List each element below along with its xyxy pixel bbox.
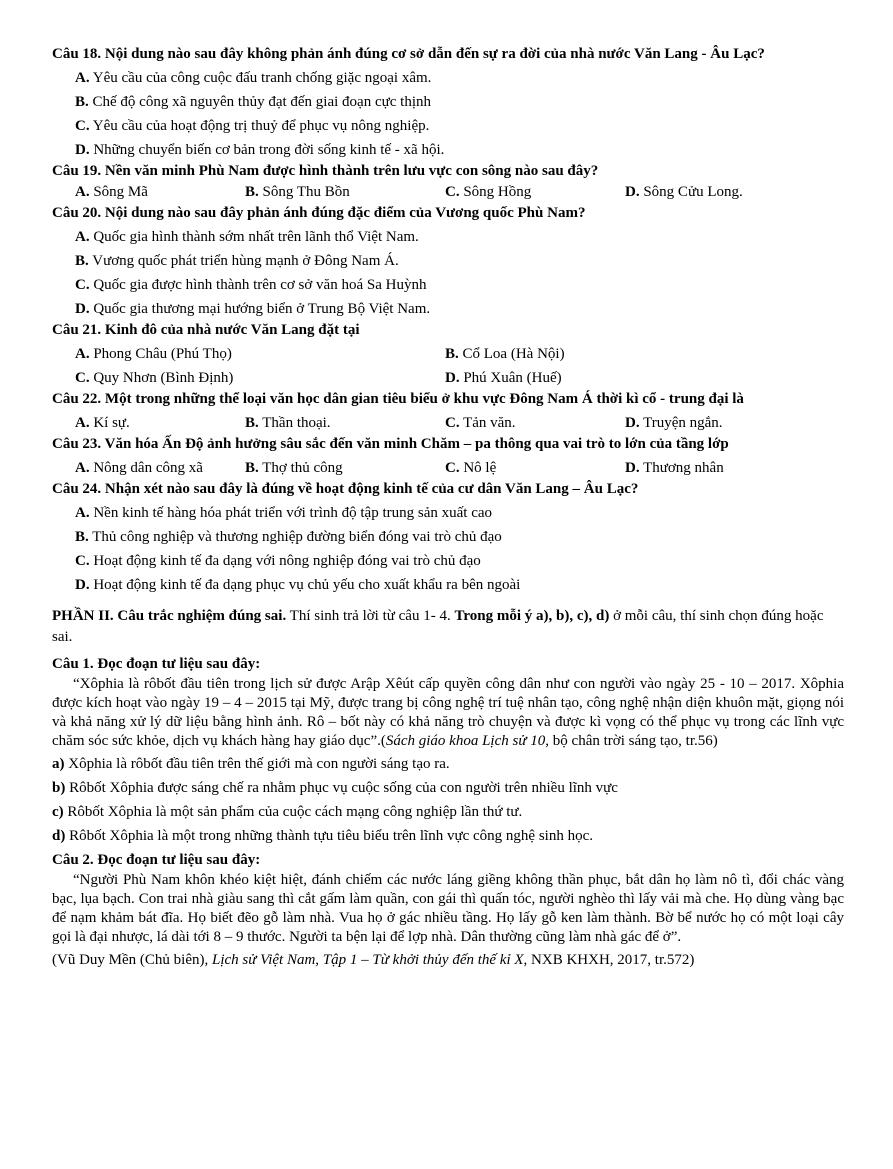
tf-question-1-title: Câu 1. Đọc đoạn tư liệu sau đây: (52, 656, 261, 672)
question-21-option-d[interactable] (445, 368, 562, 389)
option-text: Vương quốc phát triển hùng mạnh ở Đông Nam Á. (88, 253, 399, 269)
option-letter: C. (445, 415, 460, 431)
option-letter: D. (625, 415, 640, 431)
question-23-title: Câu 23. Văn hóa Ấn Độ ảnh hưởng sâu sắc đến văn minh Chăm – pa thông qua vai trò to lớn của tầng lớp (52, 436, 729, 452)
option-text: Sông Hồng (459, 184, 532, 200)
question-24-option-a[interactable] (75, 503, 844, 524)
question-22-option-d[interactable] (625, 413, 723, 434)
option-letter: B. (75, 529, 89, 545)
option-letter: B. (245, 184, 259, 200)
question-23-option-b[interactable] (245, 458, 445, 479)
option-text: Kí sự. (89, 415, 130, 431)
option-text: Sông Mã (89, 184, 148, 200)
tf-question-1-statement-c[interactable] (52, 802, 844, 823)
tf-question-1-statement-b[interactable] (52, 778, 844, 799)
option-text: Thủ công nghiệp và thương nghiệp đường biển đóng vai trò chủ đạo (88, 529, 502, 545)
option-letter: B. (75, 94, 89, 110)
question-21-options-row-2 (75, 368, 844, 389)
part-2-instructions (52, 606, 844, 648)
option-letter: C. (75, 118, 90, 134)
statement-letter: c) (52, 804, 64, 820)
option-text: Hoạt động kinh tế đa dạng với nông nghiệp đóng vai trò chủ đạo (89, 553, 481, 569)
option-text: Nô lệ (459, 460, 497, 476)
option-text: Nền kinh tế hàng hóa phát triển với trình độ tập trung sản xuất cao (89, 505, 493, 521)
question-18-title: Câu 18. Nội dung nào sau đây không phản ánh đúng cơ sở dẫn đến sự ra đời của nhà nước Văn Lang - Âu Lạc? (52, 46, 765, 62)
question-19-option-a[interactable] (75, 182, 245, 203)
question-22-options (75, 413, 844, 434)
option-text: Chế độ công xã nguyên thủy đạt đến giai đoạn cực thịnh (88, 94, 431, 110)
option-letter: C. (445, 184, 460, 200)
question-18-option-d[interactable] (75, 140, 844, 161)
part-2-instr-1: Thí sinh trả lời từ câu 1- 4. (286, 608, 455, 624)
tf-question-1-passage (52, 675, 844, 751)
option-letter: B. (75, 253, 89, 269)
option-text: Sông Cửu Long. (639, 184, 743, 200)
tf-question-2-source (52, 950, 844, 971)
option-letter: D. (625, 460, 640, 476)
option-text: Truyện ngắn. (639, 415, 723, 431)
question-21-option-b[interactable] (445, 344, 565, 365)
question-24-option-b[interactable] (75, 527, 844, 548)
option-text: Yêu cầu của hoạt động trị thuỷ để phục vụ nông nghiệp. (89, 118, 430, 134)
question-20-option-b[interactable] (75, 251, 844, 272)
option-text: Phong Châu (Phú Thọ) (89, 346, 232, 362)
question-19-option-d[interactable] (625, 182, 743, 203)
passage-source-title: Sách giáo khoa Lịch sử 10 (385, 733, 546, 749)
tf-question-1-statement-d[interactable] (52, 826, 844, 847)
option-letter: B. (445, 346, 459, 362)
statement-text: Rôbốt Xôphia là một trong những thành tựu tiêu biểu trên lĩnh vực công nghệ sinh học. (65, 828, 593, 844)
option-letter: A. (75, 70, 90, 86)
question-23-option-a[interactable] (75, 458, 245, 479)
question-21-title: Câu 21. Kinh đô của nhà nước Văn Lang đặt tại (52, 322, 360, 338)
option-text: Cổ Loa (Hà Nội) (458, 346, 565, 362)
option-text: Hoạt động kinh tế đa dạng phục vụ chủ yếu cho xuất khẩu ra bên ngoài (89, 577, 521, 593)
option-letter: B. (245, 415, 259, 431)
option-letter: C. (75, 553, 90, 569)
option-text: Những chuyển biến cơ bản trong đời sống kinh tế - xã hội. (89, 142, 445, 158)
tf-question-2-title: Câu 2. Đọc đoạn tư liệu sau đây: (52, 852, 261, 868)
option-text: Tản văn. (459, 415, 516, 431)
option-text: Yêu cầu của công cuộc đấu tranh chống giặc ngoại xâm. (89, 70, 432, 86)
statement-text: Rôbốt Xôphia được sáng chế ra nhằm phục vụ cuộc sống của con người trên nhiều lĩnh vực (65, 780, 618, 796)
option-letter: A. (75, 505, 90, 521)
question-20-option-a[interactable] (75, 227, 844, 248)
option-text: Quốc gia được hình thành trên cơ sở văn hoá Sa Huỳnh (89, 277, 427, 293)
option-letter: C. (75, 277, 90, 293)
source-title: Lịch sử Việt Nam, Tập 1 – Từ khởi thủy đến thế kỉ X (211, 952, 524, 968)
question-20-option-c[interactable] (75, 275, 844, 296)
question-23-option-d[interactable] (625, 458, 724, 479)
option-letter: A. (75, 184, 90, 200)
question-24-title: Câu 24. Nhận xét nào sau đây là đúng về hoạt động kinh tế của cư dân Văn Lang – Âu Lạc? (52, 481, 639, 497)
question-23-option-c[interactable] (445, 458, 625, 479)
option-letter: A. (75, 415, 90, 431)
statement-text: Rôbốt Xôphia là một sản phẩm của cuộc cách mạng công nghiệp lần thứ tư. (63, 804, 523, 820)
question-19-option-c[interactable] (445, 182, 625, 203)
option-letter: C. (445, 460, 460, 476)
question-22-title: Câu 22. Một trong những thể loại văn học dân gian tiêu biểu ở khu vực Đông Nam Á thời kì cổ - trung đại là (52, 391, 744, 407)
passage-source-rest: , bộ chân trời sáng tạo, tr.56) (545, 733, 718, 749)
question-18-option-b[interactable] (75, 92, 844, 113)
statement-letter: a) (52, 756, 65, 772)
question-24-option-c[interactable] (75, 551, 844, 572)
option-letter: D. (75, 142, 90, 158)
option-letter: D. (75, 577, 90, 593)
option-text: Quy Nhơn (Bình Định) (89, 370, 234, 386)
option-text: Quốc gia hình thành sớm nhất trên lãnh thổ Việt Nam. (89, 229, 419, 245)
question-22-option-b[interactable] (245, 413, 445, 434)
option-letter: B. (245, 460, 259, 476)
option-letter: D. (625, 184, 640, 200)
source-rest: , NXB KHXH, 2017, tr.572) (523, 952, 695, 968)
option-text: Thợ thủ công (258, 460, 343, 476)
option-letter: D. (445, 370, 460, 386)
question-19-title: Câu 19. Nền văn minh Phù Nam được hình thành trên lưu vực con sông nào sau đây? (52, 163, 599, 179)
option-text: Thương nhân (639, 460, 724, 476)
question-18-option-c[interactable] (75, 116, 844, 137)
question-18-option-a[interactable] (75, 68, 844, 89)
question-21-option-a[interactable] (75, 344, 445, 365)
question-20-title: Câu 20. Nội dung nào sau đây phản ánh đúng đặc điểm của Vương quốc Phù Nam? (52, 205, 586, 221)
option-letter: A. (75, 346, 90, 362)
statement-letter: d) (52, 828, 66, 844)
tf-question-2-passage: “Người Phù Nam khôn khéo kiệt hiệt, đánh chiếm các nước láng giềng không thần phục, bắt dân họ làm nô tì, đổi chác vàng bạc, lụa bạch. Con trai nhà giàu sang thì cắt gấm làm quần, con gái thì quấn tóc, người nghèo thì lấy vải mà che. Họ dùng vàng bạc để nạm khảm bát đĩa. Họ biết đẽo gỗ làm nhà. Vua họ ở gác nhiều tầng. Họ lấy gỗ ken làm thành. Bờ bể nước họ có một loại cây gọi là đại nhược, lá dài tới 8 – 9 thước. Người ta bện lại để lợp nhà. Dân thường cũng làm nhà gác để ở”. (52, 872, 844, 945)
question-19-options (75, 182, 844, 203)
option-letter: A. (75, 229, 90, 245)
part-2-instr-2: ở mỗi câu, thí sinh chọn đúng hoặc sai. (52, 608, 824, 645)
question-22-option-c[interactable] (445, 413, 625, 434)
option-text: Quốc gia thương mại hướng biển ở Trung Bộ Việt Nam. (89, 301, 431, 317)
option-text: Nông dân công xã (89, 460, 203, 476)
option-letter: D. (75, 301, 90, 317)
tf-question-1-statement-a[interactable] (52, 754, 844, 775)
question-23-options (75, 458, 844, 479)
part-2-instr-bold: Trong mỗi ý a), b), c), d) (454, 608, 610, 624)
question-24-option-d[interactable] (75, 575, 844, 596)
source-pre: (Vũ Duy Mền (Chủ biên), (52, 952, 212, 968)
exam-page (52, 44, 844, 971)
passage-text: “Xôphia là rôbốt đầu tiên trong lịch sử được Arập Xêút cấp quyền công dân như con người vào ngày 25 - 10 – 2017. Xôphia được kích hoạt vào ngày 19 – 4 – 2015 tại Mỹ, được trang bị công nghệ trí tuệ nhân tạo, công nghệ nhận diện khuôn mặt, giọng nói và khả năng xử lý dữ liệu bằng hình ảnh. Rô – bốt này có khả năng trò chuyện và được kì vọng có thể phục vụ trong các lĩnh vực chăm sóc sức khỏe, dịch vụ khách hàng hay giáo dục”.( (52, 676, 844, 749)
option-text: Phú Xuân (Huế) (459, 370, 562, 386)
question-19-option-b[interactable] (245, 182, 445, 203)
statement-letter: b) (52, 780, 66, 796)
question-22-option-a[interactable] (75, 413, 245, 434)
question-20-option-d[interactable] (75, 299, 844, 320)
option-text: Thần thoại. (258, 415, 331, 431)
statement-text: Xôphia là rôbốt đầu tiên trên thế giới mà con người sáng tạo ra. (64, 756, 450, 772)
option-letter: C. (75, 370, 90, 386)
question-21-options-row-1 (75, 344, 844, 365)
part-2-heading: PHẦN II. Câu trắc nghiệm đúng sai. (52, 608, 287, 624)
question-21-option-c[interactable] (75, 368, 445, 389)
option-text: Sông Thu Bồn (258, 184, 350, 200)
option-letter: A. (75, 460, 90, 476)
